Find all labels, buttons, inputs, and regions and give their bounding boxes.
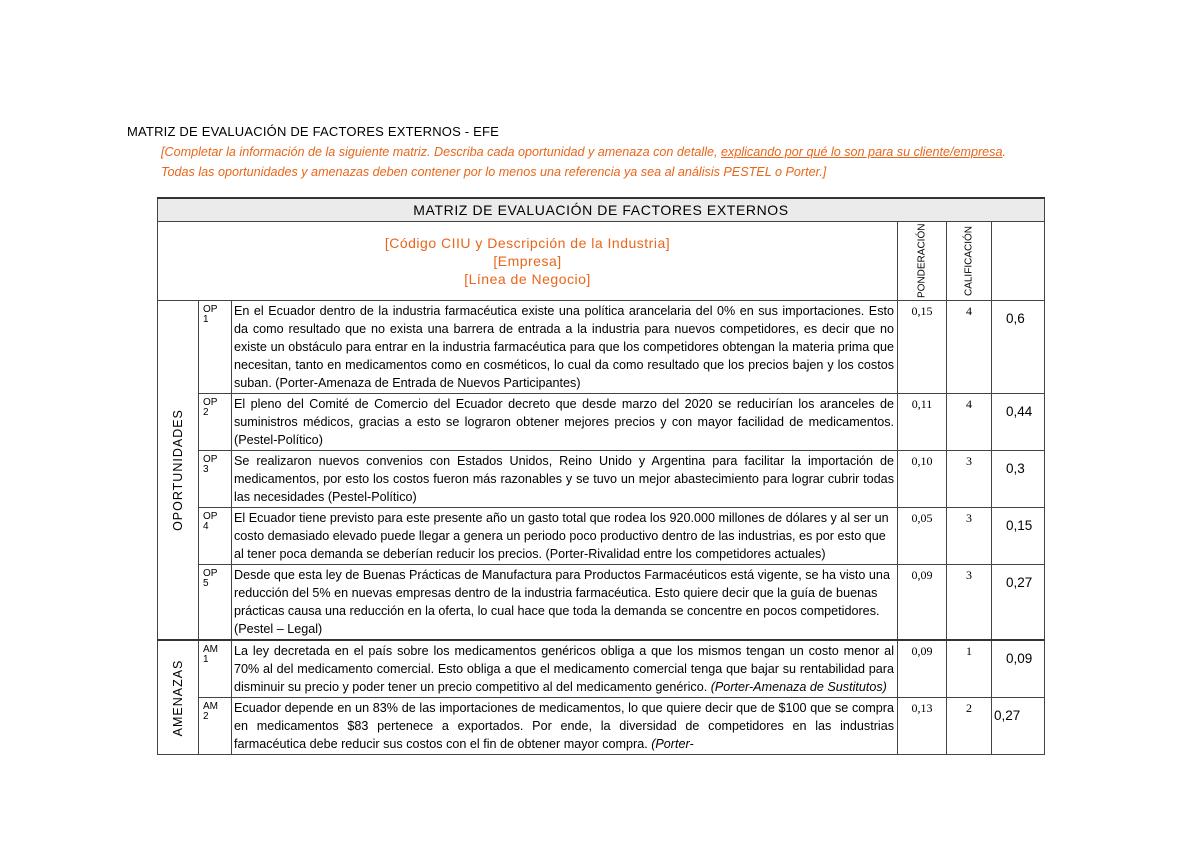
document-title: MATRIZ DE EVALUACIÓN DE FACTORES EXTERNOS - EFE [127,124,500,139]
row-rating: 3 [947,565,992,641]
row-code: OP 2 [199,394,232,451]
row-code: OP 3 [199,451,232,508]
row-code: AM 1 [199,640,232,698]
row-description: Desde que esta ley de Buenas Prácticas de Manufactura para Productos Farmacéuticos está vigente, se ha visto una reducción del 5% en nuevas empresas dentro de la industria farmacéutica. Esto quiere decir que la guía de buenas prácticas causa una reducción en la oferta, lo cual hace que toda la demanda se concentre en pocos competidores. (Pestel – Legal) [232,565,898,641]
row-reference: (Porter-Amenaza de Sustitutos) [707,680,887,694]
industry-header-line2: [Empresa] [493,253,562,269]
row-description: El pleno del Comité de Comercio del Ecuador decreto que desde marzo del 2020 se reducirían los aranceles de suministros médicos, gracias a esto se lograron obtener mejores precios y con mayor facilidad de medicamentos. (Pestel-Político) [232,394,898,451]
row-description: Ecuador depende en un 83% de las importaciones de medicamentos, lo que quiere decir que de $100 que se compra en medicamentos $83 pertenece a exportados. Por ende, la diversidad de competidores en las industrias farmacéutica debe reducir sus costos con el fin de obtener mayor compra. (Porter- [232,698,898,755]
table-row [158,394,1045,451]
instructions [161,142,1031,182]
row-weight: 0,10 [898,451,947,508]
industry-header [158,222,898,301]
row-description: Se realizaron nuevos convenios con Estados Unidos, Reino Unido y Argentina para facilitar la importación de medicamentos, por esto los costos fueron más razonables y se tuvo un mejor abastecimiento para lograr cubrir todas las necesidades (Pestel-Político) [232,451,898,508]
row-weight: 0,09 [898,565,947,641]
industry-header-line3: [Línea de Negocio] [464,271,591,287]
row-score: 0,27 [992,565,1045,641]
row-score: 0,3 [992,451,1045,508]
table-row [158,451,1045,508]
instructions-part-b: . Todas las oportunidades y amenazas deben contener por lo menos una referencia ya sea al análisis PESTEL o Porter.] [161,145,1006,179]
row-description: La ley decretada en el país sobre los medicamentos genéricos obliga a que los mismos tengan un costo menor al 70% al del medicamento comercial. Esto obliga a que el medicamento comercial tenga que bajar su rentabilidad para disminuir su precio y poder tener un precio competitivo al del medicamento genérico. (Porter-Amenaza de Sustitutos) [232,640,898,698]
row-code: OP 1 [199,301,232,394]
row-code: OP 5 [199,565,232,641]
row-score: 0,44 [992,394,1045,451]
header-blank [992,222,1045,301]
row-code: AM 2 [199,698,232,755]
row-weight: 0,11 [898,394,947,451]
row-weight: 0,13 [898,698,947,755]
table-row [158,508,1045,565]
row-weight: 0,09 [898,640,947,698]
instructions-underlined: explicando por qué lo son para su cliente/empresa [721,145,1003,159]
header-calificacion: CALIFICACIÓN [947,222,992,301]
industry-header-line1: [Código CIIU y Descripción de la Industria] [384,235,671,251]
header-ponderacion: PONDERACIÓN [898,222,947,301]
table-row [158,640,1045,698]
row-description: En el Ecuador dentro de la industria farmacéutica existe una política arancelaria del 0% en sus importaciones. Esto da como resultado que no exista una barrera de entrada a la industria para nuevos competidores, es decir que no existe un obstáculo para entrar en la industria farmacéutica para que los competidores obtengan la materia prima que necesitan, tanto en medicamentos como en cosméticos, lo cual da como resultado que los precios bajen y los costos suban. (Porter-Amenaza de Entrada de Nuevos Participantes) [232,301,898,394]
row-rating: 2 [947,698,992,755]
row-rating: 1 [947,640,992,698]
instructions-part-a: [Completar la información de la siguiente matriz. Describa cada oportunidad y amenaza con detalle, [161,145,722,159]
row-score: 0,27 [992,698,1045,755]
row-weight: 0,05 [898,508,947,565]
row-score: 0,09 [992,640,1045,698]
category-threats: AMENAZAS [158,640,199,755]
table-row [158,698,1045,755]
row-weight: 0,15 [898,301,947,394]
matrix-banner: MATRIZ DE EVALUACIÓN DE FACTORES EXTERNOS [158,198,1045,222]
category-opportunities: OPORTUNIDADES [158,301,199,641]
table-row [158,565,1045,641]
row-description: El Ecuador tiene previsto para este presente año un gasto total que rodea los 920.000 millones de dólares y al ser un costo demasiado elevado puede llegar a genera un periodo poco productivo dentro de las industrias, es por esto que al tener poca demanda se deberían reducir los precios. (Porter-Rivalidad entre los competidores actuales) [232,508,898,565]
row-rating: 3 [947,451,992,508]
row-score: 0,15 [992,508,1045,565]
row-score: 0,6 [992,301,1045,394]
row-reference: (Porter- [647,737,694,751]
row-rating: 4 [947,301,992,394]
table-row [158,301,1045,394]
row-rating: 3 [947,508,992,565]
row-rating: 4 [947,394,992,451]
row-code: OP 4 [199,508,232,565]
efe-matrix-table [157,197,1045,755]
